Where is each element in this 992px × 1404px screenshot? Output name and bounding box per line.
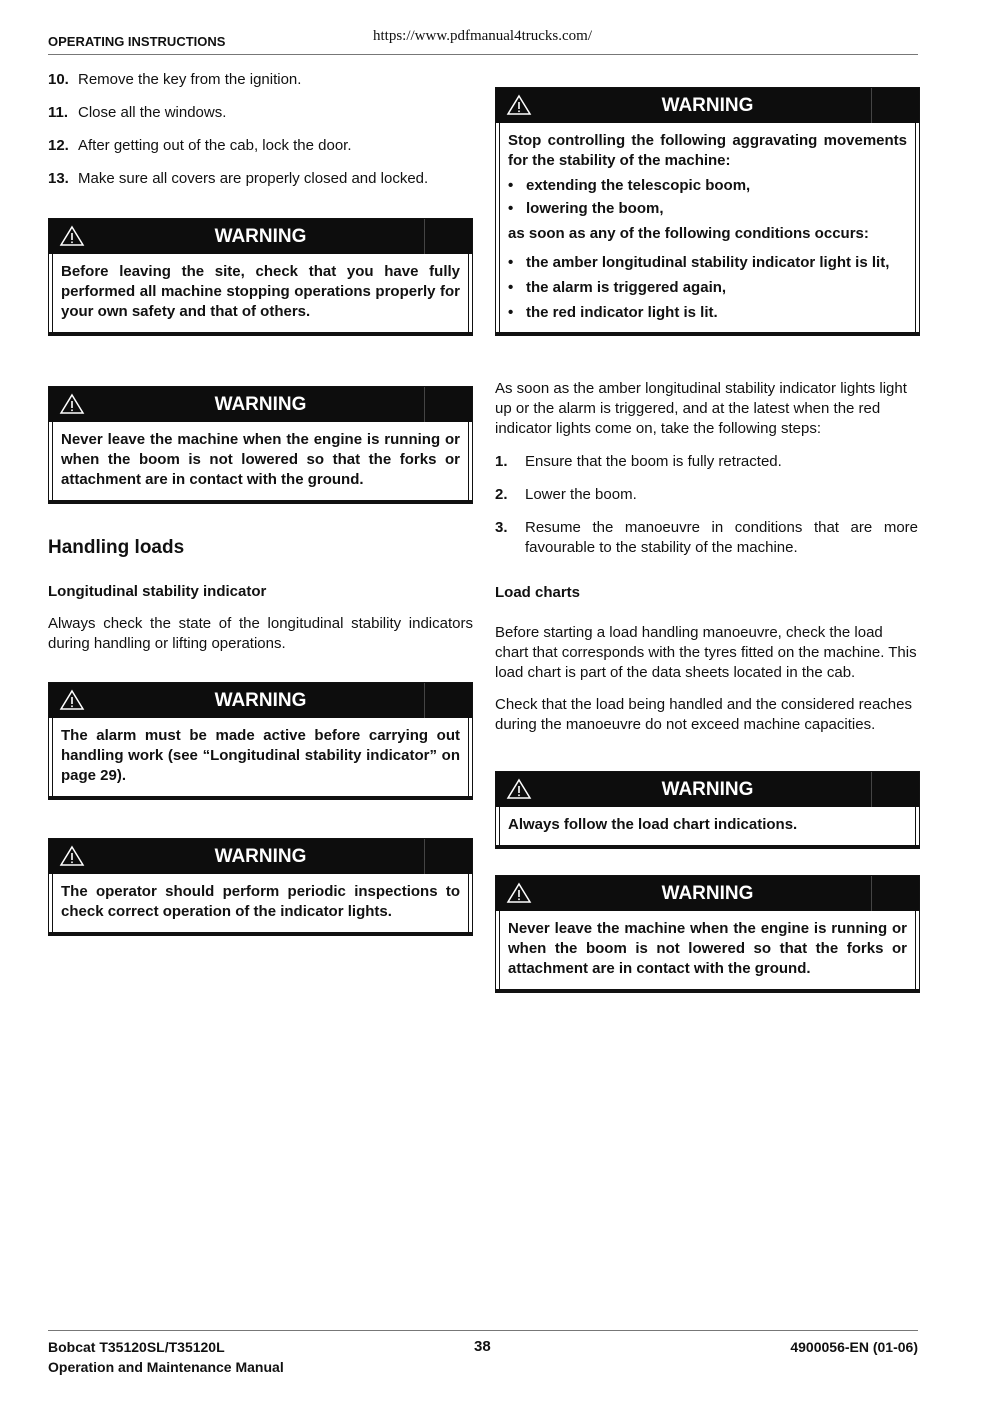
- footer-model-block: [48, 1337, 284, 1377]
- movement-text: extending the telescopic boom,: [526, 177, 751, 194]
- header-notch: [871, 88, 919, 123]
- subsection-title-stability: Longitudinal stability indicator: [48, 583, 267, 600]
- header-notch: [871, 772, 919, 807]
- list-item: [495, 452, 918, 472]
- footer-model: Bobcat T35120SL/T35120L: [48, 1339, 225, 1355]
- warning-text: Never leave the machine when the engine is running or when the boom is not lowered so that the forks or attachment are in contact with the ground.: [499, 911, 916, 989]
- warning-text: The operator should perform periodic inspections to check correct operation of the indicator lights.: [52, 874, 469, 932]
- load-chart-paragraph-2: Check that the load being handled and the considered reaches during the manoeuvre do not exceed machine capacities.: [495, 696, 912, 733]
- left-step-list: [48, 70, 473, 202]
- warning-triangle-icon: [59, 393, 85, 415]
- warning-box-engine-running-2: [495, 875, 920, 993]
- warning-text: Always follow the load chart indications.: [499, 807, 916, 845]
- right-step-list: [495, 452, 918, 571]
- list-item: [495, 485, 918, 505]
- warning-header: [49, 839, 472, 874]
- header-notch: [424, 683, 472, 718]
- warning-header: [49, 387, 472, 422]
- warning-header: [496, 88, 919, 123]
- warning-header: [496, 772, 919, 807]
- footer-manual-title: Operation and Maintenance Manual: [48, 1359, 284, 1375]
- list-item: [48, 136, 473, 156]
- load-chart-paragraph-1: Before starting a load handling manoeuvre, check the load chart that corresponds with the tyres fitted on the machine. This load chart is part of the data sheets located in the cab.: [495, 624, 917, 681]
- header-notch: [424, 387, 472, 422]
- warning-box-aggravating-movements: [495, 87, 920, 336]
- bullet-icon: •: [508, 304, 514, 321]
- warning-triangle-icon: [506, 778, 532, 800]
- warning-mid: as soon as any of the following conditions occurs:: [508, 225, 869, 242]
- list-item: [508, 254, 907, 272]
- warning-header: [49, 219, 472, 254]
- list-item: [48, 169, 473, 189]
- warning-label: WARNING: [214, 394, 307, 415]
- warning-label: WARNING: [661, 883, 754, 904]
- list-item: [508, 304, 907, 322]
- bullet-icon: •: [508, 200, 514, 217]
- step-number: 12.: [48, 137, 69, 154]
- header-notch: [424, 839, 472, 874]
- warning-box-alarm-active: [48, 682, 473, 800]
- warning-triangle-icon: [59, 689, 85, 711]
- header-notch: [424, 219, 472, 254]
- header-notch: [871, 876, 919, 911]
- step-text: Make sure all covers are properly closed and locked.: [78, 170, 429, 187]
- movement-list: [508, 177, 907, 218]
- list-item: [48, 70, 473, 90]
- step-text: Lower the boom.: [525, 486, 637, 503]
- stability-paragraph: Always check the state of the longitudinal stability indicators during handling or lifting operations.: [48, 615, 473, 652]
- step-text: After getting out of the cab, lock the door.: [78, 137, 352, 154]
- page-number: 38: [474, 1338, 491, 1355]
- step-number: 3.: [495, 519, 508, 536]
- list-item: [48, 103, 473, 123]
- list-item: [495, 518, 918, 558]
- warning-intro: Stop controlling the following aggravating movements for the stability of the machine:: [508, 132, 907, 169]
- section-title-handling-loads: Handling loads: [48, 537, 185, 558]
- step-text: Remove the key from the ignition.: [78, 71, 302, 88]
- step-number: 13.: [48, 170, 69, 187]
- list-item: [508, 177, 907, 195]
- warning-label: WARNING: [661, 95, 754, 116]
- warning-box-load-chart: [495, 771, 920, 849]
- warning-label: WARNING: [214, 690, 307, 711]
- header-url[interactable]: https://www.pdfmanual4trucks.com/: [373, 28, 592, 44]
- bullet-icon: •: [508, 177, 514, 194]
- step-text: Ensure that the boom is fully retracted.: [525, 453, 782, 470]
- warning-text: The alarm must be made active before carrying out handling work (see “Longitudinal stability indicator” on page 29).: [52, 718, 469, 796]
- header-divider: [48, 54, 918, 55]
- step-number: 11.: [48, 104, 69, 121]
- step-text: Resume the manoeuvre in conditions that are more favourable to the stability of the machine.: [525, 519, 918, 556]
- step-number: 10.: [48, 71, 69, 88]
- warning-box-inspections: [48, 838, 473, 936]
- condition-list: [508, 254, 907, 322]
- warning-text: Before leaving the site, check that you have fully performed all machine stopping operations properly for your own safety and that of others.: [52, 254, 469, 332]
- warning-triangle-icon: [59, 845, 85, 867]
- warning-triangle-icon: [59, 225, 85, 247]
- warning-header: [49, 683, 472, 718]
- warning-header: [496, 876, 919, 911]
- condition-text: the red indicator light is lit.: [526, 304, 718, 321]
- warning-text: Never leave the machine when the engine is running or when the boom is not lowered so that the forks or attachment are in contact with the ground.: [52, 422, 469, 500]
- stability-steps-intro: As soon as the amber longitudinal stability indicator lights light up or the alarm is triggered, and at the latest when the red indicator lights come on, take the following steps:: [495, 380, 907, 437]
- bullet-icon: •: [508, 279, 514, 296]
- movement-text: lowering the boom,: [526, 200, 664, 217]
- warning-triangle-icon: [506, 94, 532, 116]
- step-text: Close all the windows.: [78, 104, 227, 121]
- condition-text: the amber longitudinal stability indicator light is lit,: [526, 254, 890, 271]
- subsection-title-load-charts: Load charts: [495, 584, 581, 601]
- warning-box-engine-running: [48, 386, 473, 504]
- warning-triangle-icon: [506, 882, 532, 904]
- warning-label: WARNING: [214, 846, 307, 867]
- warning-label: WARNING: [214, 226, 307, 247]
- condition-text: the alarm is triggered again,: [526, 279, 727, 296]
- bullet-icon: •: [508, 254, 514, 271]
- step-number: 1.: [495, 453, 508, 470]
- warning-box-site-leave: [48, 218, 473, 336]
- header-section-title: OPERATING INSTRUCTIONS: [48, 34, 226, 49]
- warning-label: WARNING: [661, 779, 754, 800]
- footer-doc-number: 4900056-EN (01-06): [790, 1339, 918, 1355]
- list-item: [508, 279, 907, 297]
- step-number: 2.: [495, 486, 508, 503]
- footer-divider: [48, 1330, 918, 1331]
- warning-content: [499, 123, 916, 332]
- list-item: [508, 200, 907, 218]
